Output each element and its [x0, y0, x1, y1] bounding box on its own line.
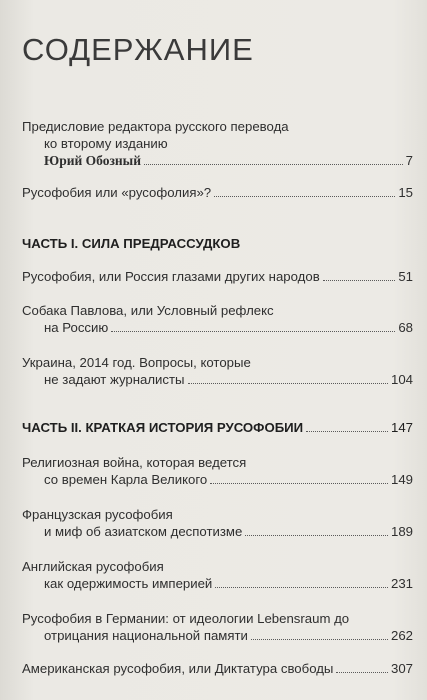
toc-entry-title: Религиозная война, которая ведется [22, 455, 247, 470]
toc-page-number: 262 [390, 628, 413, 643]
toc-entry-title: ко второму изданию [44, 136, 168, 151]
dot-leader [215, 587, 388, 588]
toc-entry [22, 354, 413, 388]
toc-entry-title: Русофобия в Германии: от идеологии Lebensraum до [22, 611, 350, 626]
dot-leader [336, 672, 388, 673]
toc-line [22, 558, 413, 575]
toc-entry [22, 302, 413, 336]
toc-entry-title: не задают журналисты [44, 372, 185, 387]
toc-entry-title: как одержимость империей [44, 576, 213, 591]
toc-line [22, 660, 413, 677]
toc-entry [22, 268, 413, 285]
toc-entry-title: Украина, 2014 год. Вопросы, которые [22, 355, 251, 370]
toc-line [22, 371, 413, 388]
toc-page-number: 68 [398, 320, 413, 335]
page-title: СОДЕРЖАНИЕ [22, 32, 254, 67]
toc-part-1 [22, 236, 413, 251]
toc-page-number: 149 [390, 472, 413, 487]
toc-page-number: 15 [398, 185, 413, 200]
toc-line [22, 236, 413, 251]
toc-entry [22, 660, 413, 677]
toc-line [22, 506, 413, 523]
toc-entry-title: Французская русофобия [22, 507, 173, 522]
toc-line [22, 454, 413, 471]
toc-entry-rusophobia-or-rusofolia [22, 184, 413, 201]
toc-entry [22, 506, 413, 540]
toc-line [22, 319, 413, 336]
toc-page-number: 307 [390, 661, 413, 676]
dot-leader [188, 383, 388, 384]
toc-line [22, 268, 413, 285]
toc-line [22, 627, 413, 644]
toc-entry-title: со времен Карла Великого [44, 472, 208, 487]
toc-part-title: ЧАСТЬ II. КРАТКАЯ ИСТОРИЯ РУСОФОБИИ [22, 420, 304, 435]
toc-line [22, 471, 413, 488]
toc-page-number: 147 [390, 420, 413, 435]
dot-leader [251, 639, 388, 640]
toc-entry-author: Юрий Обозный [44, 153, 141, 168]
dot-leader [144, 164, 403, 165]
toc-line [22, 575, 413, 592]
toc-page-number: 189 [390, 524, 413, 539]
toc-line [22, 135, 413, 152]
dot-leader [214, 196, 395, 197]
toc-entry-preface [22, 118, 413, 169]
toc-entry [22, 558, 413, 592]
toc-part-title: ЧАСТЬ I. СИЛА ПРЕДРАССУДКОВ [22, 236, 241, 251]
toc-entry-title: Русофобия, или Россия глазами других народов [22, 269, 320, 284]
toc-line [22, 302, 413, 319]
toc-line [22, 610, 413, 627]
toc-entry-title: Русофобия или «русофолия»? [22, 185, 212, 200]
toc-line [22, 118, 413, 135]
dot-leader [111, 331, 395, 332]
toc-entry-title: Собака Павлова, или Условный рефлекс [22, 303, 274, 318]
dot-leader [306, 431, 388, 432]
toc-page-number: 231 [390, 576, 413, 591]
dot-leader [210, 483, 388, 484]
dot-leader [323, 280, 396, 281]
toc-entry [22, 610, 413, 644]
toc-entry-title: и миф об азиатском деспотизме [44, 524, 243, 539]
toc-entry-title: Английская русофобия [22, 559, 164, 574]
toc-line [22, 152, 413, 169]
toc-page-number: 51 [398, 269, 413, 284]
toc-entry-title: на Россию [44, 320, 109, 335]
toc-page-number: 104 [390, 372, 413, 387]
toc-line [22, 523, 413, 540]
toc-entry [22, 454, 413, 488]
toc-part-2 [22, 420, 413, 435]
toc-line [22, 354, 413, 371]
toc-page-number: 7 [405, 153, 413, 168]
toc-line [22, 184, 413, 201]
dot-leader [245, 535, 388, 536]
toc-entry-title: отрицания национальной памяти [44, 628, 248, 643]
toc-line [22, 420, 413, 435]
toc-entry-title: Предисловие редактора русского перевода [22, 119, 289, 134]
toc-entry-title: Американская русофобия, или Диктатура свободы [22, 661, 334, 676]
